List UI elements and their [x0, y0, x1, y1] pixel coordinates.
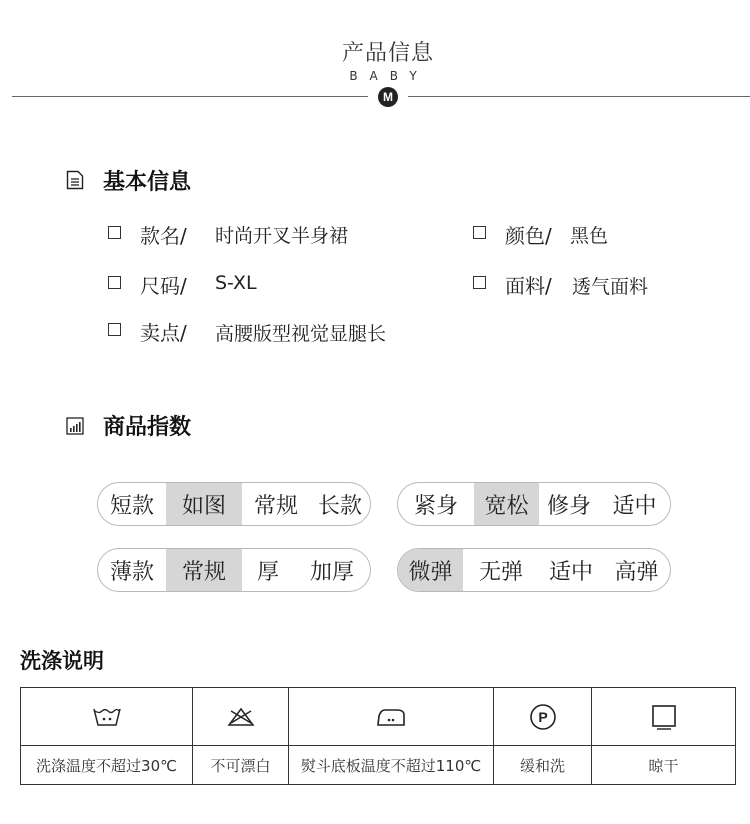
option-regular[interactable]: 常规 [253, 493, 298, 519]
option-moderate[interactable]: 适中 [612, 493, 657, 519]
checkbox-icon [108, 276, 121, 289]
elasticity-selector[interactable] [397, 548, 671, 592]
checkbox-icon [473, 276, 486, 289]
option-high-stretch[interactable]: 高弹 [614, 559, 659, 585]
info-label-size: 尺码/ [140, 274, 187, 298]
dry-clean-p-icon [529, 703, 557, 731]
bar-chart-icon [66, 416, 84, 436]
option-as-shown-selected[interactable]: 如图 [166, 483, 242, 525]
document-icon [66, 170, 84, 190]
care-text-gentle-wash: 缓和洗 [494, 746, 592, 785]
wash-30-icon [92, 706, 122, 728]
checkbox-icon [108, 226, 121, 239]
length-selector[interactable] [97, 482, 371, 526]
option-tight[interactable]: 紧身 [413, 493, 458, 519]
header-divider-right [408, 96, 750, 97]
care-text-iron-temp: 熨斗底板温度不超过110℃ [289, 746, 494, 785]
care-icon-cell [592, 688, 735, 746]
header-divider-left [12, 96, 368, 97]
option-no-stretch[interactable]: 无弹 [478, 559, 523, 585]
info-value-style-name: 时尚开叉半身裙 [215, 225, 349, 247]
info-value-color: 黑色 [570, 225, 609, 247]
page-subtitle: BABY [349, 69, 429, 83]
care-heading: 洗涤说明 [20, 649, 104, 673]
option-moderate-stretch[interactable]: 适中 [548, 559, 593, 585]
option-thin[interactable]: 薄款 [109, 559, 154, 585]
option-slight-stretch-selected[interactable]: 微弹 [398, 549, 463, 591]
option-regular-selected[interactable]: 常规 [166, 549, 242, 591]
checkbox-icon [108, 323, 121, 336]
care-text-no-bleach: 不可漂白 [193, 746, 289, 785]
option-extra-thick[interactable]: 加厚 [309, 559, 354, 585]
care-icon-cell [289, 688, 494, 746]
care-icon-cell [193, 688, 289, 746]
section-title-product-index: 商品指数 [103, 415, 192, 440]
fit-selector[interactable] [397, 482, 671, 526]
option-long[interactable]: 长款 [317, 493, 362, 519]
info-label-color: 颜色/ [505, 224, 552, 248]
care-icon-cell [494, 688, 592, 746]
option-short[interactable]: 短款 [109, 493, 154, 519]
care-icon-cell [21, 688, 193, 746]
no-bleach-icon [226, 706, 256, 728]
info-value-size: S-XL [215, 272, 257, 294]
care-table [20, 687, 736, 785]
info-value-selling-point: 高腰版型视觉显腿长 [215, 323, 387, 345]
line-dry-icon [651, 704, 677, 730]
option-loose-selected[interactable]: 宽松 [474, 483, 539, 525]
dry-clean-letter: P [537, 708, 548, 725]
m-badge-icon: M [378, 87, 398, 107]
info-value-fabric: 透气面料 [572, 276, 649, 298]
info-label-selling-point: 卖点/ [140, 321, 187, 345]
checkbox-icon [473, 226, 486, 239]
page-title: 产品信息 [341, 41, 434, 66]
section-title-basic-info: 基本信息 [103, 170, 192, 195]
care-text-line-dry: 晾干 [648, 757, 679, 775]
option-thick[interactable]: 厚 [256, 559, 279, 585]
info-label-fabric: 面料/ [505, 274, 552, 298]
care-text-wash-temp: 洗涤温度不超过30℃ [21, 746, 193, 785]
iron-icon [375, 706, 407, 728]
info-label-style-name: 款名/ [140, 224, 187, 248]
thickness-selector[interactable] [97, 548, 371, 592]
option-slim[interactable]: 修身 [546, 493, 591, 519]
